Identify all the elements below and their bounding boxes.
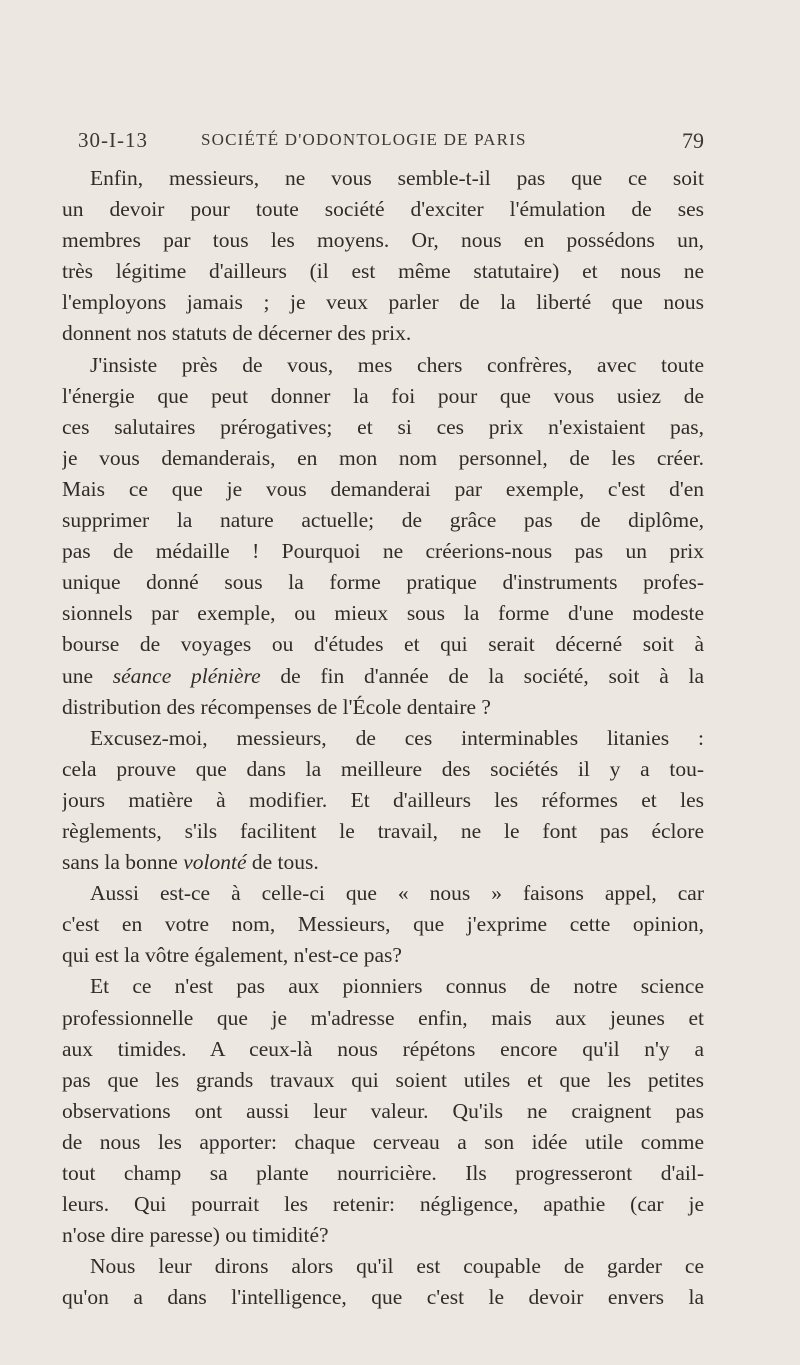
text-line: unique donné sous la forme pratique d'instruments profes- <box>62 570 704 595</box>
italic-phrase: volonté <box>183 850 247 875</box>
text-line: Enfin, messieurs, ne vous semble-t-il pas que ce soit <box>90 166 704 190</box>
text-line: l'employons jamais ; je veux parler de la liberté que nous <box>62 290 704 315</box>
text-line: bourse de voyages ou d'études et qui serait décerné soit à <box>62 632 704 657</box>
text-line: leurs. Qui pourrait les retenir: négligence, apathie (car je <box>62 1192 704 1217</box>
text-line: distribution des récompenses de l'École dentaire ? <box>62 694 491 719</box>
text-line: pas de médaille ! Pourquoi ne créerions-nous pas un prix <box>62 539 704 564</box>
text-line: l'énergie que peut donner la foi pour que vous usiez de <box>62 383 704 408</box>
page-number: 79 <box>682 128 704 153</box>
text-line: J'insiste près de vous, mes chers confrères, avec toute <box>90 352 704 377</box>
text-line-with-italic <box>62 661 704 692</box>
header-date: 30-I-13 <box>78 128 148 152</box>
text-fragment: de fin d'année de la société, soit à la <box>280 663 704 688</box>
text-line: Nous leur dirons alors qu'il est coupable de garder ce <box>90 1254 704 1279</box>
text-line: donnent nos statuts de décerner des prix. <box>62 321 412 346</box>
text-line: aux timides. A ceux-là nous répétons encore qu'il n'y a <box>62 1036 704 1061</box>
text-line: pas que les grands travaux qui soient utiles et que les petites <box>62 1067 704 1092</box>
text-line: Excusez-moi, messieurs, de ces interminables litanies : <box>90 725 704 750</box>
text-line: Et ce n'est pas aux pionniers connus de notre science <box>90 974 704 999</box>
text-line: Aussi est-ce à celle-ci que « nous » faisons appel, car <box>90 881 704 906</box>
text-fragment: de tous. <box>251 850 319 875</box>
text-line: supprimer la nature actuelle; de grâce pas de diplôme, <box>62 508 704 533</box>
text-line: n'ose dire paresse) ou timidité? <box>62 1223 329 1248</box>
text-line-with-italic <box>62 847 704 878</box>
text-line: membres par tous les moyens. Or, nous en possédons un, <box>62 228 704 253</box>
header-title: SOCIÉTÉ D'ODONTOLOGIE DE PARIS <box>201 130 527 149</box>
text-line: sionnels par exemple, ou mieux sous la forme d'une modeste <box>62 601 704 626</box>
running-header <box>78 128 706 158</box>
text-line: professionnelle que je m'adresse enfin, mais aux jeunes et <box>62 1005 704 1030</box>
text-line: observations ont aussi leur valeur. Qu'ils ne craignent pas <box>62 1098 704 1123</box>
text-line: Mais ce que je vous demanderai par exemple, c'est d'en <box>62 476 704 501</box>
text-line: qu'on a dans l'intelligence, que c'est le devoir envers la <box>62 1285 704 1310</box>
text-line: règlements, s'ils facilitent le travail, ne le font pas éclore <box>62 818 704 843</box>
text-fragment: une <box>62 663 94 688</box>
body-text <box>62 163 704 1313</box>
text-line: tout champ sa plante nourricière. Ils progresseront d'ail- <box>62 1161 704 1185</box>
text-line: ces salutaires prérogatives; et si ces prix n'existaient pas, <box>62 414 704 439</box>
text-line: de nous les apporter: chaque cerveau a son idée utile comme <box>62 1129 704 1154</box>
text-line: jours matière à modifier. Et d'ailleurs les réformes et les <box>62 787 704 812</box>
text-line: je vous demanderais, en mon nom personnel, de les créer. <box>62 445 704 470</box>
text-line: un devoir pour toute société d'exciter l'émulation de ses <box>62 197 704 222</box>
text-line: qui est la vôtre également, n'est-ce pas? <box>62 943 402 968</box>
text-fragment: sans la bonne <box>62 850 178 875</box>
text-line: cela prouve que dans la meilleure des sociétés il y a tou- <box>62 756 704 781</box>
italic-phrase: séance plénière <box>112 663 261 688</box>
text-line: très légitime d'ailleurs (il est même statutaire) et nous ne <box>62 259 704 284</box>
text-line: c'est en votre nom, Messieurs, que j'exprime cette opinion, <box>62 912 704 937</box>
